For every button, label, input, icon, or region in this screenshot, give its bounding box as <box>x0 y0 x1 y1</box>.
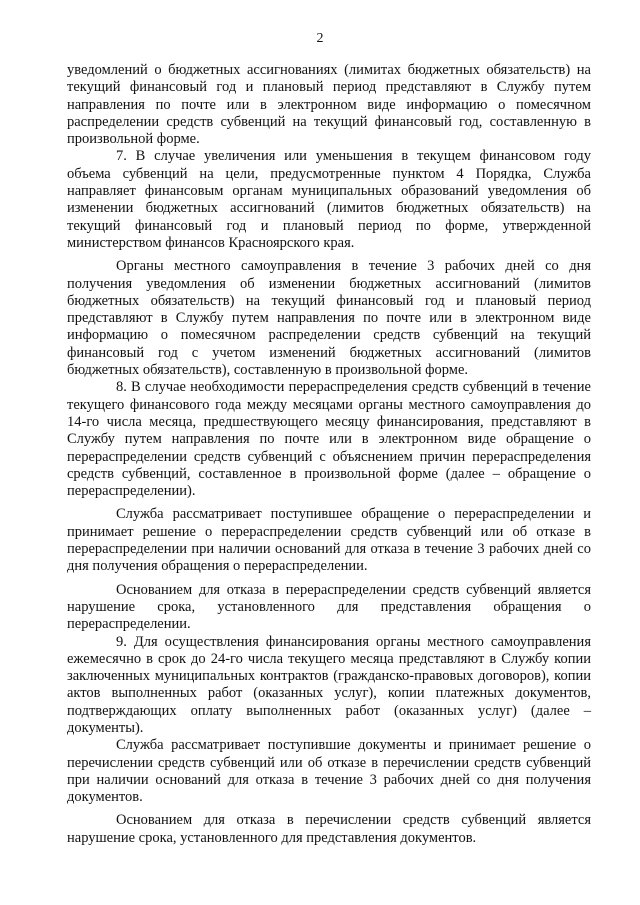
paragraph-item-8: 8. В случае необходимости перераспределения средств субвенций в течение текущего финансового года между месяцами органы местного самоуправления до 14-го числа месяца, предшествующего месяцу финансирования, представляют в Службу путем направления по почте или в электронном виде обращение о перераспределении средств субвенций с объяснением причин перераспределения средств субвенций, составленное в произвольной форме (далее – обращение о перераспределении). <box>67 379 591 500</box>
page-number: 2 <box>316 31 324 46</box>
paragraph-service-documents: Служба рассматривает поступившие документы и принимает решение о перечислении средств субвенций или об отказе в перечислении средств субвенций при наличии оснований для отказа в течение 3 рабочих дней со дня получения документов. <box>67 737 591 806</box>
document-body <box>67 62 591 847</box>
paragraph-continuation: уведомлений о бюджетных ассигнованиях (лимитах бюджетных обязательств) на текущий финансовый год и плановый период представляют в Службу путем направления по почте или в электронном виде информацию о помесячном распределении средств субвенций на текущий финансовый год, составленную в произвольной форме. <box>67 62 591 148</box>
paragraph-service-review: Служба рассматривает поступившее обращение о перераспределении и принимает решение о перераспределении средств субвенций или об отказе в перераспределении при наличии оснований для отказа в течение 3 рабочих дней со дня получения обращения о перераспределении. <box>67 506 591 575</box>
paragraph-item-9: 9. Для осуществления финансирования органы местного самоуправления ежемесячно в срок до 24-го числа текущего месяца представляют в Службу копии заключенных муниципальных контрактов (гражданско-правовых договоров), копии актов выполненных работ (оказанных услуг), копии платежных документов, подтверждающих оплату выполненных работ (оказанных услуг) (далее – документы). <box>67 633 591 736</box>
paragraph-refusal-grounds: Основанием для отказа в перераспределении средств субвенций является нарушение срока, установленного для представления обращения о перераспределении. <box>67 581 591 633</box>
paragraph-item-7: 7. В случае увеличения или уменьшения в текущем финансовом году объема субвенций на цели, предусмотренные пунктом 4 Порядка, Служба направляет финансовым органам муниципальных образований уведомления об изменении бюджетных ассигнований (лимитов бюджетных обязательств) на текущий финансовый год и плановый период по форме, утвержденной министерством финансов Красноярского края. <box>67 148 591 251</box>
paragraph-local-authorities: Органы местного самоуправления в течение 3 рабочих дней со дня получения уведомления об изменении бюджетных ассигнований (лимитов бюджетных обязательств) на текущий финансовый год и плановый период представляют в Службу путем направления по почте или в электронном виде информацию о помесячном распределении средств субвенций на текущий финансовый год с учетом изменений бюджетных ассигнований (лимитов бюджетных обязательств), составленную в произвольной форме. <box>67 258 591 379</box>
paragraph-transfer-refusal: Основанием для отказа в перечислении средств субвенций является нарушение срока, установленного для представления документов. <box>67 812 591 846</box>
